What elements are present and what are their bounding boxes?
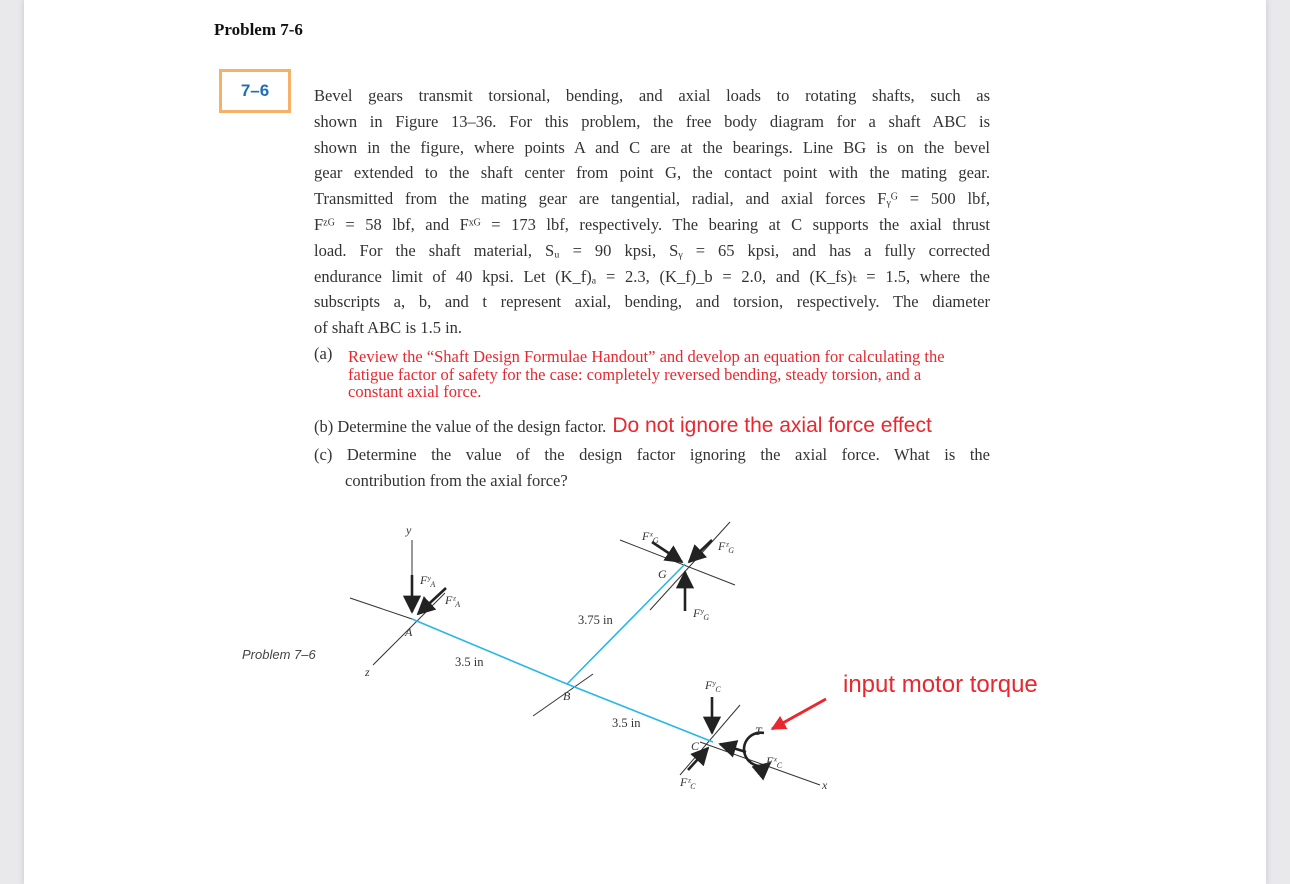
label-faz-sub: A <box>455 600 461 609</box>
g-cross-line-2 <box>650 522 730 610</box>
label-fgx-main: Fˣ <box>642 529 653 543</box>
part-b-note: Do not ignore the axial force effect <box>612 414 932 437</box>
force-arrow-fgx <box>652 542 682 562</box>
label-fgy-main: Fʸ <box>693 606 704 620</box>
label-fcx-main: Fˣ <box>766 754 777 768</box>
label-fcz-sub: C <box>690 782 696 791</box>
label-fcx-sub: C <box>776 761 783 770</box>
dimension-bc: 3.5 in <box>612 716 641 730</box>
statement-line: subscripts a, b, and t represent axial, bending, and torsion, respectively. The diameter <box>314 292 990 312</box>
part-c-line: (c) Determine the value of the design factor ignoring the axial force. What is the <box>314 445 990 464</box>
force-arrow-faz <box>418 588 446 614</box>
shaft-segment-ab <box>412 619 567 684</box>
label-faz-main: Fᶻ <box>445 593 456 607</box>
problem-number-badge: 7–6 <box>219 69 291 113</box>
point-label-t: T <box>755 724 762 738</box>
z-axis-line <box>350 598 412 619</box>
statement-line: shown in Figure 13–36. For this problem, the free body diagram for a shaft ABC is <box>314 111 990 131</box>
statement-line: of shaft ABC is 1.5 in. <box>314 318 463 338</box>
part-c-line: contribution from the axial force? <box>345 471 568 490</box>
label-faz <box>444 593 460 609</box>
axis-label-z: z <box>365 665 370 679</box>
statement-line: load. For the shaft material, Sᵤ = 90 kpsi, Sᵧ = 65 kpsi, and has a fully corrected <box>314 240 990 260</box>
c-axis-line <box>700 742 820 785</box>
label-fay <box>419 573 435 589</box>
point-label-g: G <box>658 567 667 581</box>
statement-line: endurance limit of 40 kpsi. Let (K_f)ₐ = 2.3, (K_f)_b = 2.0, and (K_fs)ₜ = 1.5, where the <box>314 266 990 286</box>
label-fgy-sub: G <box>703 613 710 622</box>
label-fcz <box>679 775 696 791</box>
statement-line: gear extended to the shaft center from point G, the contact point with the mating gear. <box>314 163 990 183</box>
statement-line: Transmitted from the mating gear are tangential, radial, and axial forces Fᵧᴳ = 500 lbf, <box>314 189 990 209</box>
label-fgz <box>717 539 734 555</box>
label-fgy <box>692 606 709 622</box>
label-fay-sub: A <box>430 580 436 589</box>
statement-line: shown in the figure, where points A and C are at the bearings. Line BG is on the bevel <box>314 137 990 157</box>
label-fcx <box>765 754 783 770</box>
axis-label-x: x <box>822 778 828 792</box>
label-fcy-main: Fʸ <box>705 678 716 692</box>
dimension-ab: 3.5 in <box>455 655 484 669</box>
label-fgz-sub: G <box>728 546 735 555</box>
label-fgz-main: Fᶻ <box>718 539 729 553</box>
shaft-segment-bc <box>567 684 713 742</box>
part-b-text: (b) Determine the value of the design factor. <box>314 417 607 436</box>
label-fcz-main: Fᶻ <box>680 775 691 789</box>
label-fcy-sub: C <box>715 685 721 694</box>
part-a-text: Review the “Shaft Design Formulae Handout” and develop an equation for calculating the fatigue factor of safety for the case: completely reversed bending, steady torsion, and a constant axial force. <box>348 347 945 401</box>
label-fay-main: Fʸ <box>420 573 431 587</box>
motor-torque-arrow <box>772 699 826 729</box>
part-a-label: (a) <box>314 344 333 363</box>
force-arrow-fgz <box>689 540 712 562</box>
problem-heading: Problem 7-6 <box>214 20 303 39</box>
axis-label-y: y <box>406 523 412 537</box>
label-fgx-sub: G <box>652 536 659 545</box>
point-label-a: A <box>405 625 413 639</box>
label-fgx <box>641 529 659 545</box>
point-label-b: B <box>563 689 571 703</box>
statement-line: Fᶻᴳ = 58 lbf, and Fˣᴳ = 173 lbf, respectively. The bearing at C supports the axial thrust <box>314 214 990 234</box>
figure-caption: Problem 7–6 <box>242 647 316 662</box>
label-fcy <box>704 678 721 694</box>
motor-torque-note: input motor torque <box>843 671 1038 698</box>
dimension-bg: 3.75 in <box>578 613 613 627</box>
statement-line: Bevel gears transmit torsional, bending, and axial loads to rotating shafts, such as <box>314 86 990 105</box>
point-label-c: C <box>691 739 700 753</box>
